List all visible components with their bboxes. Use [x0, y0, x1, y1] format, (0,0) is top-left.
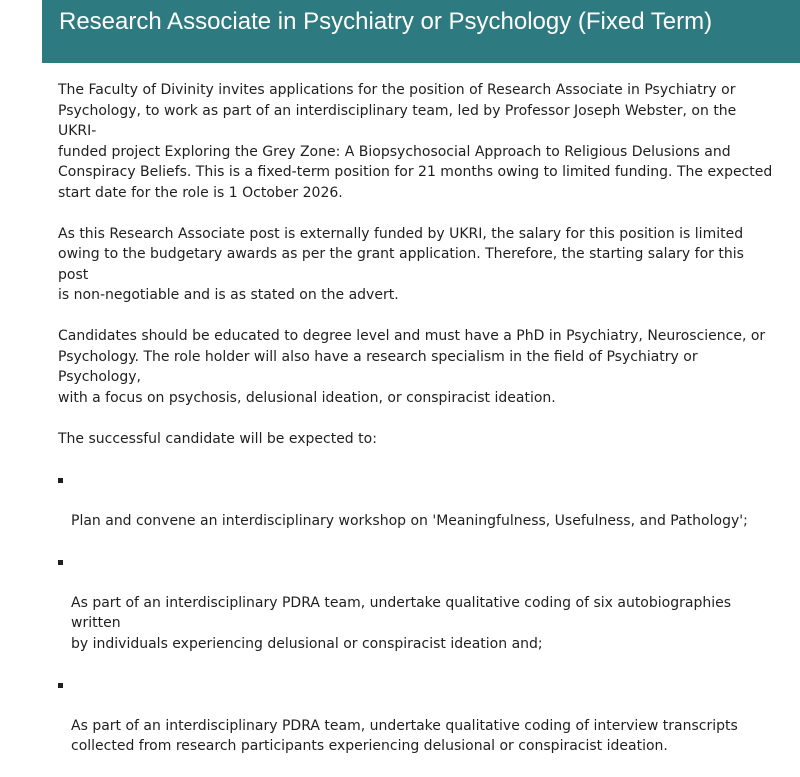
- duties-list: [58, 470, 778, 757]
- job-title-banner: [42, 0, 800, 63]
- square-bullet-icon: [58, 478, 63, 483]
- square-bullet-icon: [58, 683, 63, 688]
- duties-intro: The successful candidate will be expected to:: [58, 430, 377, 447]
- list-item-text: As part of an interdisciplinary PDRA team, undertake qualitative coding of six autobiographies written by individuals experiencing delusional or conspiracist ideation and;: [71, 594, 731, 652]
- list-item-text: As part of an interdisciplinary PDRA team, undertake qualitative coding of interview transcripts collected from research participants experiencing delusional or conspiracist ideation.: [71, 717, 738, 754]
- intro-paragraph: The Faculty of Divinity invites applications for the position of Research Associate in Psychiatry or Psychology, to work as part of an interdisciplinary team, led by Professor Joseph Webster, on the UKRI- funded project Exploring the Grey Zone: A Biopsychosocial Approach to Religious Delusions and Conspiracy Beliefs. This is a fixed-term position for 21 months owing to limited funding. The expected start date for the role is 1 October 2026.: [58, 82, 773, 201]
- square-bullet-icon: [58, 560, 63, 565]
- list-item: [58, 470, 778, 532]
- list-item-text: Plan and convene an interdisciplinary workshop on 'Meaningfulness, Usefulness, and Pathology';: [71, 512, 748, 529]
- job-title: Research Associate in Psychiatry or Psychology (Fixed Term): [59, 8, 713, 35]
- list-item: [58, 675, 778, 757]
- list-item: [58, 552, 778, 655]
- salary-paragraph: As this Research Associate post is externally funded by UKRI, the salary for this position is limited owing to the budgetary awards as per the grant application. Therefore, the starting salary for this post is non-negotiable and is as stated on the advert.: [58, 225, 744, 303]
- job-description: [58, 80, 778, 777]
- requirements-paragraph: Candidates should be educated to degree level and must have a PhD in Psychiatry, Neuroscience, or Psychology. The role holder will also have a research specialism in the field of Psychiatry or Psychology, with a focus on psychosis, delusional ideation, or conspiracist ideation.: [58, 328, 766, 406]
